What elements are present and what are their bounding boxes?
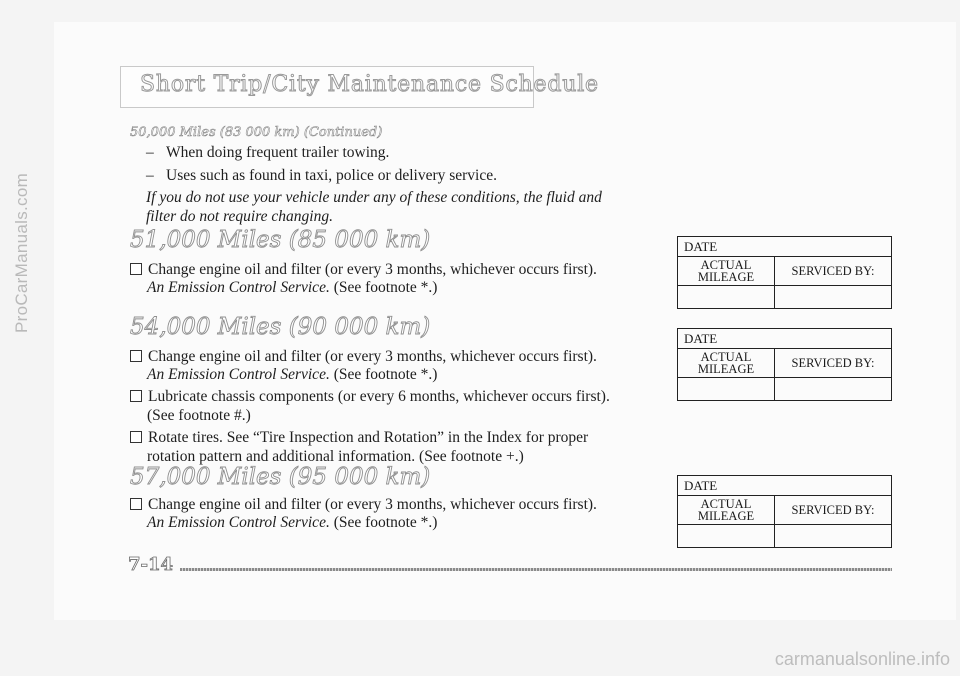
checkbox-icon[interactable] <box>130 390 142 402</box>
section-heading-54000: 54,000 Miles (90 000 km) <box>130 314 431 340</box>
serviced-by-label: SERVICED BY: <box>775 496 892 525</box>
actual-mileage-label: ACTUAL MILEAGE <box>678 496 775 525</box>
section-heading-51000: 51,000 Miles (85 000 km) <box>130 227 431 253</box>
actual-mileage-label: ACTUAL MILEAGE <box>678 257 775 286</box>
actual-mileage-label: ACTUAL MILEAGE <box>678 349 775 378</box>
date-cell[interactable]: DATE <box>678 329 892 349</box>
section-54000-item-1-note: An Emission Control Service. (See footnote *.) <box>147 366 438 383</box>
section-54000-item-3-note: rotation pattern and additional information. (See footnote +.) <box>147 448 524 465</box>
serviced-by-entry-cell[interactable] <box>775 378 892 401</box>
service-record-table-54000 <box>677 328 892 401</box>
checkbox-icon[interactable] <box>130 263 142 275</box>
section-57000-item-1: Change engine oil and filter (or every 3 months, whichever occurs first). <box>130 496 597 514</box>
bottom-watermark: carmanualsonline.info <box>774 649 950 669</box>
section-51000-item-1-note: An Emission Control Service. (See footnote *.) <box>147 279 438 296</box>
dash-bullet: – <box>146 144 154 161</box>
section-51000-item-1: Change engine oil and filter (or every 3 months, whichever occurs first). <box>130 261 597 279</box>
serviced-by-entry-cell[interactable] <box>775 286 892 309</box>
mileage-entry-cell[interactable] <box>678 525 775 548</box>
service-record-table-57000 <box>677 475 892 548</box>
continued-item-2: – Uses such as found in taxi, police or delivery service. <box>146 167 498 184</box>
continued-note-line-2: filter do not require changing. <box>146 208 333 225</box>
serviced-by-entry-cell[interactable] <box>775 525 892 548</box>
section-57000-item-1-note: An Emission Control Service. (See footnote *.) <box>147 514 438 531</box>
checkbox-icon[interactable] <box>130 431 142 443</box>
service-record-table-51000 <box>677 236 892 309</box>
mileage-entry-cell[interactable] <box>678 378 775 401</box>
serviced-by-label: SERVICED BY: <box>775 257 892 286</box>
section-54000-item-2: Lubricate chassis components (or every 6 months, whichever occurs first). <box>130 388 610 406</box>
side-watermark: ProCarManuals.com <box>11 172 31 333</box>
section-54000-item-2-note: (See footnote #.) <box>147 407 251 424</box>
date-cell[interactable]: DATE <box>678 237 892 257</box>
continued-note-line-1: If you do not use your vehicle under any of these conditions, the fluid and <box>146 189 602 206</box>
serviced-by-label: SERVICED BY: <box>775 349 892 378</box>
mileage-entry-cell[interactable] <box>678 286 775 309</box>
footer-rule <box>180 568 892 571</box>
page-number: 7-14 <box>128 554 174 575</box>
section-54000-item-3: Rotate tires. See “Tire Inspection and Rotation” in the Index for proper <box>130 429 588 447</box>
continued-heading: 50,000 Miles (83 000 km) (Continued) <box>130 125 383 140</box>
checkbox-icon[interactable] <box>130 498 142 510</box>
section-54000-item-1: Change engine oil and filter (or every 3 months, whichever occurs first). <box>130 348 597 366</box>
dash-bullet: – <box>146 167 154 184</box>
date-cell[interactable]: DATE <box>678 476 892 496</box>
page-title: Short Trip/City Maintenance Schedule <box>140 72 599 97</box>
continued-item-1: – When doing frequent trailer towing. <box>146 144 390 161</box>
section-heading-57000: 57,000 Miles (95 000 km) <box>130 464 431 490</box>
checkbox-icon[interactable] <box>130 350 142 362</box>
